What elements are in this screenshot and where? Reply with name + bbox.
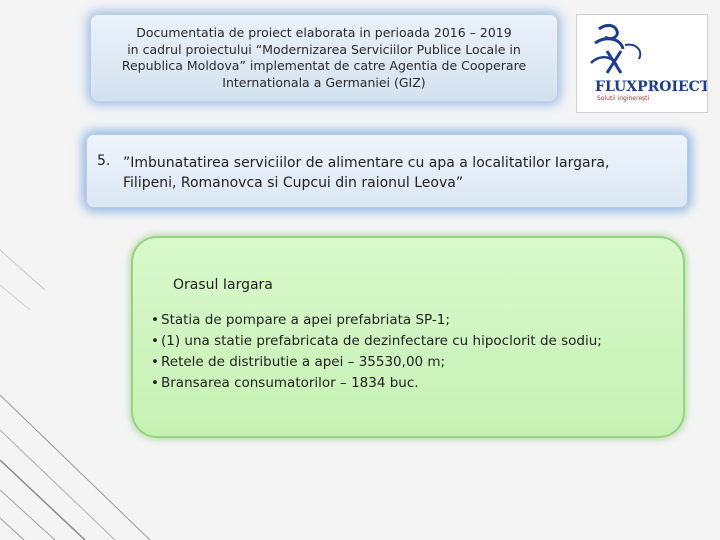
bullet: • — [151, 375, 159, 391]
header-line: Documentatia de proiect elaborata in perioada 2016 – 2019 — [136, 25, 512, 40]
town-name: Orasul Iargara — [173, 277, 273, 293]
list-item-text: (1) una statie prefabricata de dezinfectare cu hipoclorit de sodiu; — [161, 333, 602, 349]
bullet: • — [151, 354, 159, 370]
bullet: • — [151, 312, 159, 328]
header-line: Internationala a Germaniei (GIZ) — [222, 74, 426, 90]
project-header-box — [90, 14, 558, 102]
header-line: Republica Moldova” implementat de catre Agentia de Cooperare — [121, 58, 527, 73]
list-item-text: Bransarea consumatorilor – 1834 buc. — [161, 375, 419, 391]
bullet: • — [151, 333, 159, 349]
section-title-line: ”Imbunatatirea serviciilor de alimentare cu apa a localitatilor Iargara, — [123, 155, 610, 171]
section-number: 5. — [97, 153, 111, 169]
list-item — [151, 331, 602, 352]
header-line: in cadrul proiectului “Modernizarea Serviciilor Publice Locale in — [127, 41, 521, 57]
list-item — [151, 352, 602, 373]
list-item — [151, 373, 602, 394]
fluxproiect-logo — [576, 14, 708, 113]
works-list — [151, 310, 602, 394]
section-title-box — [86, 134, 688, 208]
section-title — [123, 153, 609, 194]
section-title-line: Filipeni, Romanovca si Cupcui din raionul Leova” — [123, 175, 464, 192]
list-item-text: Statia de pompare a apei prefabriata SP-1; — [161, 312, 450, 328]
details-box — [131, 236, 685, 438]
logo-tagline: Solutii inginerești — [597, 95, 650, 102]
list-item-text: Retele de distributie a apei – 35530,00 m; — [161, 354, 446, 370]
list-item — [151, 310, 602, 331]
project-header-text — [112, 25, 536, 91]
logo-wordmark: FLUXPROIECT — [595, 79, 707, 95]
